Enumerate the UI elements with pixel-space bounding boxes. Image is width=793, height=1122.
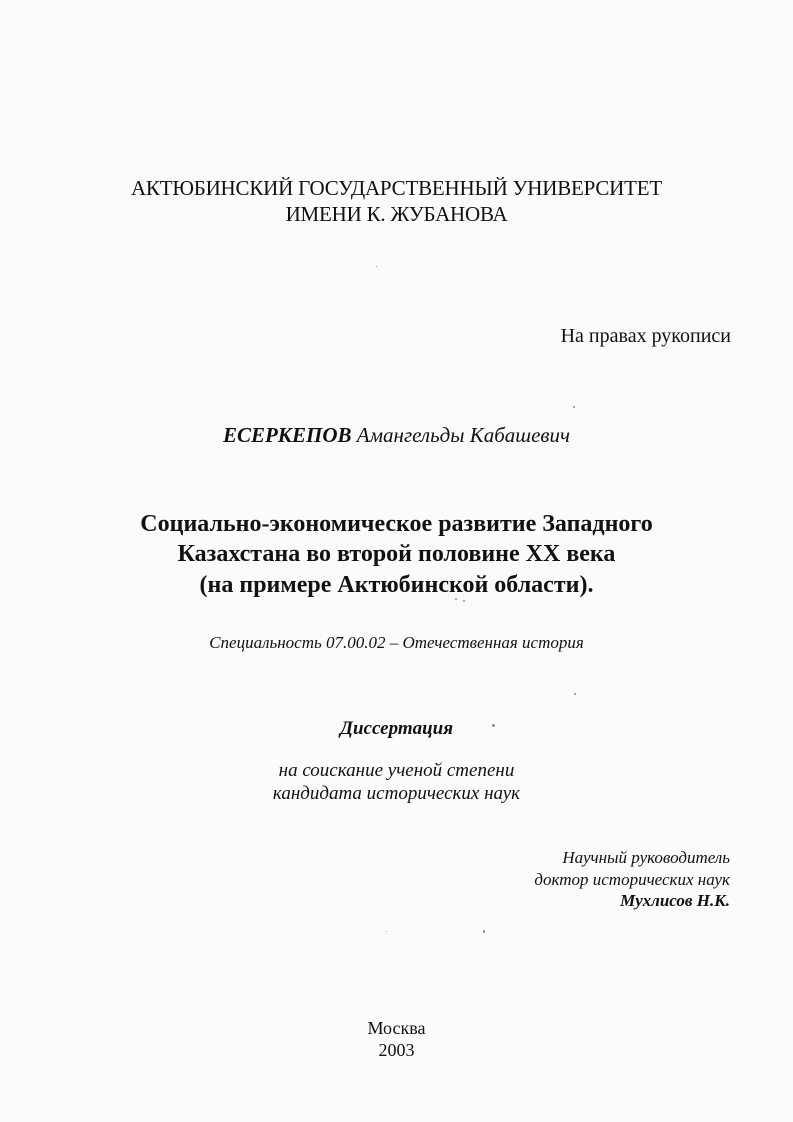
supervisor-role: Научный руководитель [562,848,730,867]
scan-speck [386,931,387,932]
specialty-line: Специальность 07.00.02 – Отечественная история [209,633,584,652]
scan-speck [573,406,575,408]
dissertation-title-line1: Социально-экономическое развитие Западного [140,511,653,537]
scan-speck [376,266,377,267]
dissertation-title-line2: Казахстана во второй половине XX века [177,541,616,567]
supervisor-degree: доктор исторических наук [534,870,730,889]
degree-line2: кандидата исторических наук [272,783,521,804]
city: Москва [367,1018,426,1038]
university-name-line1: АКТЮБИНСКИЙ ГОСУДАРСТВЕННЫЙ УНИВЕРСИТЕТ [130,176,663,200]
manuscript-note: На правах рукописи [560,325,731,347]
dissertation-label: Диссертация [339,718,454,739]
scan-speck [574,693,576,695]
author-surname: ЕСЕРКЕПОВ [222,423,352,447]
author-name [0,423,793,448]
scan-speck [455,598,457,600]
degree-line1: на соискание ученой степени [278,760,515,781]
author-given-names: Амангельды Кабашевич [356,423,571,447]
dissertation-title-line3: (на примере Актюбинской области). [199,572,594,598]
year: 2003 [378,1040,415,1060]
scan-speck [492,724,495,727]
scan-speck [483,930,485,933]
university-name-line2: ИМЕНИ К. ЖУБАНОВА [285,202,508,226]
supervisor-name: Мухлисов Н.К. [620,891,730,910]
scan-speck [463,600,465,602]
